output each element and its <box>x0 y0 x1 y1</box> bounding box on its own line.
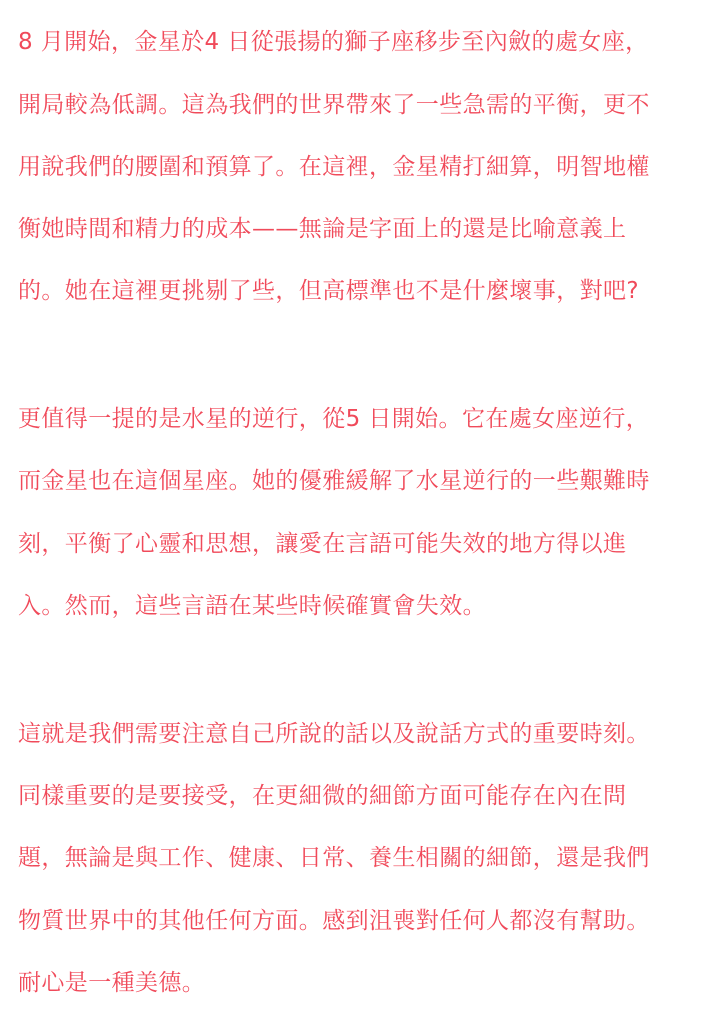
text-line: 8 月開始，金星於4 日從張揚的獅子座移步至內斂的處女座， <box>18 29 649 55</box>
text-line: 衡她時間和精力的成本——無論是字面上的還是比喻意義上 <box>18 216 627 242</box>
text-line: 而金星也在這個星座。她的優雅緩解了水星逆行的一些艱難時 <box>18 468 650 494</box>
text-line: 同樣重要的是要接受，在更細微的細節方面可能存在內在問 <box>18 783 627 809</box>
text-line: 刻，平衡了心靈和思想，讓愛在言語可能失效的地方得以進 <box>18 531 627 557</box>
text-line: 的。她在這裡更挑剔了些，但高標準也不是什麼壞事，對吧? <box>18 278 640 304</box>
text-line: 開局較為低調。這為我們的世界帶來了一些急需的平衡，更不 <box>18 92 650 118</box>
text-line: 這就是我們需要注意自己所說的話以及說話方式的重要時刻。 <box>18 721 650 747</box>
text-line: 用說我們的腰圍和預算了。在這裡，金星精打細算，明智地權 <box>18 154 650 180</box>
text-line: 入。然而，這些言語在某些時候確實會失效。 <box>18 593 486 619</box>
text-line: 耐心是一種美德。 <box>18 970 206 996</box>
text-line: 物質世界中的其他任何方面。感到沮喪對任何人都沒有幫助。 <box>18 908 650 934</box>
text-line: 更值得一提的是水星的逆行，從5 日開始。它在處女座逆行， <box>18 406 650 432</box>
text-line: 題，無論是與工作、健康、日常、養生相關的細節，還是我們 <box>18 845 650 871</box>
